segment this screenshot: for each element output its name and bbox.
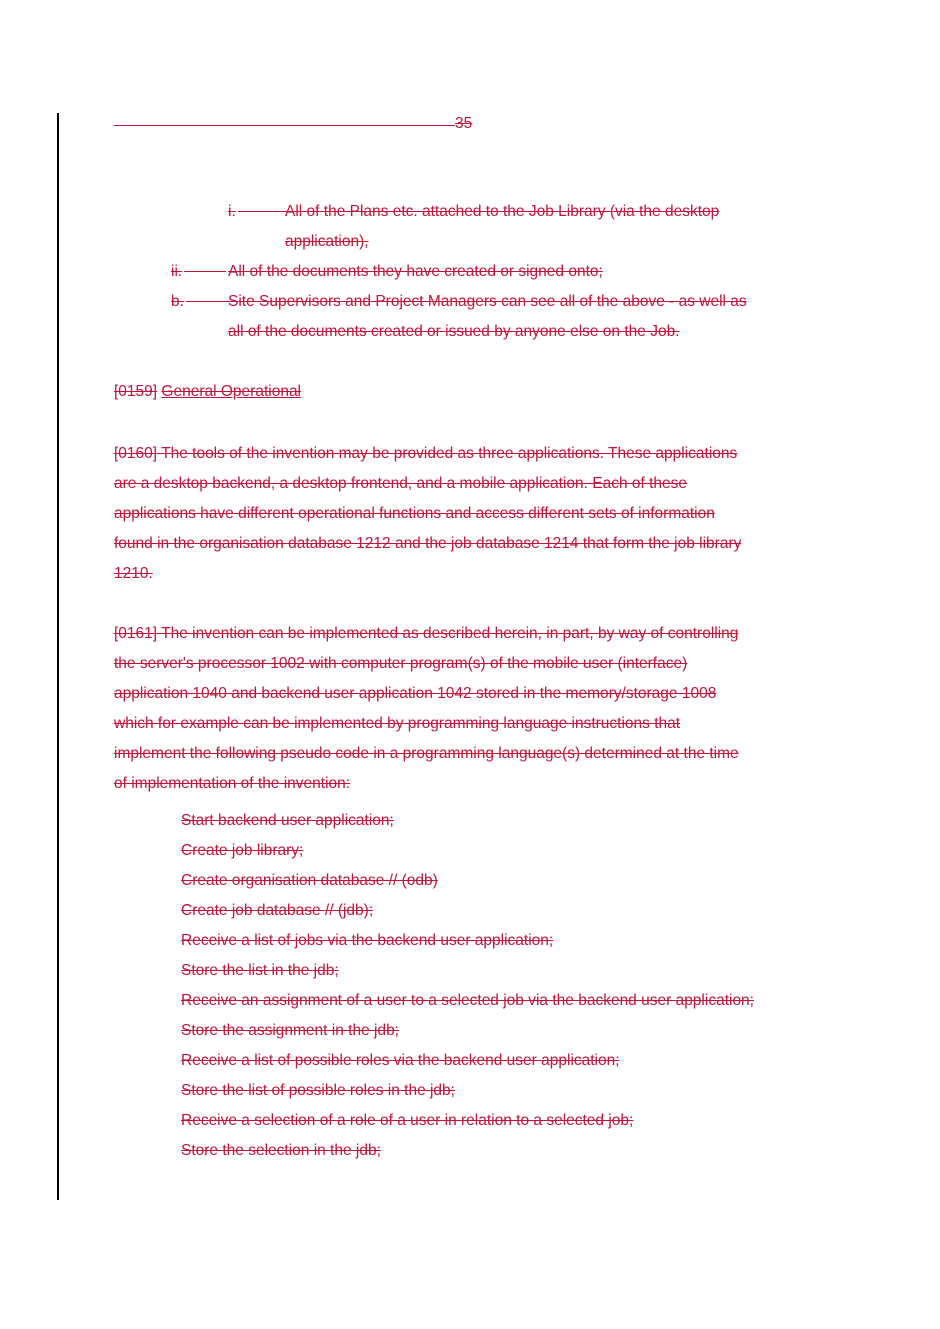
paragraph-number: [0159]: [114, 383, 158, 400]
paragraph-line: the server's processor 1002 with computer program(s) of the mobile user (interface): [114, 655, 688, 672]
list-item-line: All of the documents they have created or signed onto;: [228, 263, 603, 280]
list-marker-b: b.: [171, 292, 228, 312]
list-marker-ii: ii.: [171, 262, 226, 282]
paragraph-0161: [114, 619, 834, 799]
paragraph-line: [0161] The invention can be implemented as described herein, in part, by way of controlling: [114, 625, 739, 642]
code-line: Receive a list of possible roles via the backend user application;: [181, 1052, 620, 1069]
code-line: Store the list in the jdb;: [181, 962, 339, 979]
code-line: Store the assignment in the jdb;: [181, 1022, 399, 1039]
pseudo-code-block: [181, 806, 754, 1166]
list-marker-i: i.: [228, 202, 286, 222]
paragraph-line: implement the following pseudo code in a programming language(s) determined at the time: [114, 745, 739, 762]
code-line: Create organisation database // (odb): [181, 872, 438, 889]
paragraph-line: are a desktop backend, a desktop frontend, and a mobile application. Each of these: [114, 475, 688, 492]
code-line: Receive an assignment of a user to a selected job via the backend user application;: [181, 992, 754, 1009]
code-line: Store the list of possible roles in the jdb;: [181, 1082, 455, 1099]
code-line: Store the selection in the jdb;: [181, 1142, 381, 1159]
section-title: General Operational: [161, 383, 302, 400]
list-item-line: All of the Plans etc. attached to the Job Library (via the desktop: [285, 203, 720, 220]
paragraph-line: which for example can be implemented by programming language instructions that: [114, 715, 681, 732]
paragraph-line: applications have different operational functions and access different sets of information: [114, 505, 715, 522]
code-line: Receive a selection of a role of a user in relation to a selected job;: [181, 1112, 634, 1129]
list-item-line: application),: [285, 233, 369, 250]
code-line: Create job database // (jdb);: [181, 902, 374, 919]
paragraph-line: application 1040 and backend user application 1042 stored in the memory/storage 1008: [114, 685, 717, 702]
header-rule: [114, 125, 455, 126]
code-line: Receive a list of jobs via the backend user application;: [181, 932, 554, 949]
list-item-line: all of the documents created or issued by anyone else on the Job.: [228, 323, 680, 340]
paragraph-line: [0160] The tools of the invention may be provided as three applications. These applications: [114, 445, 738, 462]
paragraph-line: 1210.: [114, 565, 153, 582]
code-line: Start backend user application;: [181, 812, 394, 829]
paragraph-line: found in the organisation database 1212 and the job database 1214 that form the job library: [114, 535, 742, 552]
change-bar: [57, 113, 59, 1200]
page-number: 35: [455, 115, 473, 132]
code-line: Create job library;: [181, 842, 304, 859]
paragraph-0160: [114, 439, 834, 589]
list-item-line: Site Supervisors and Project Managers can see all of the above - as well as: [228, 293, 747, 310]
section-heading: [114, 382, 301, 402]
paragraph-line: of implementation of the invention:: [114, 775, 351, 792]
